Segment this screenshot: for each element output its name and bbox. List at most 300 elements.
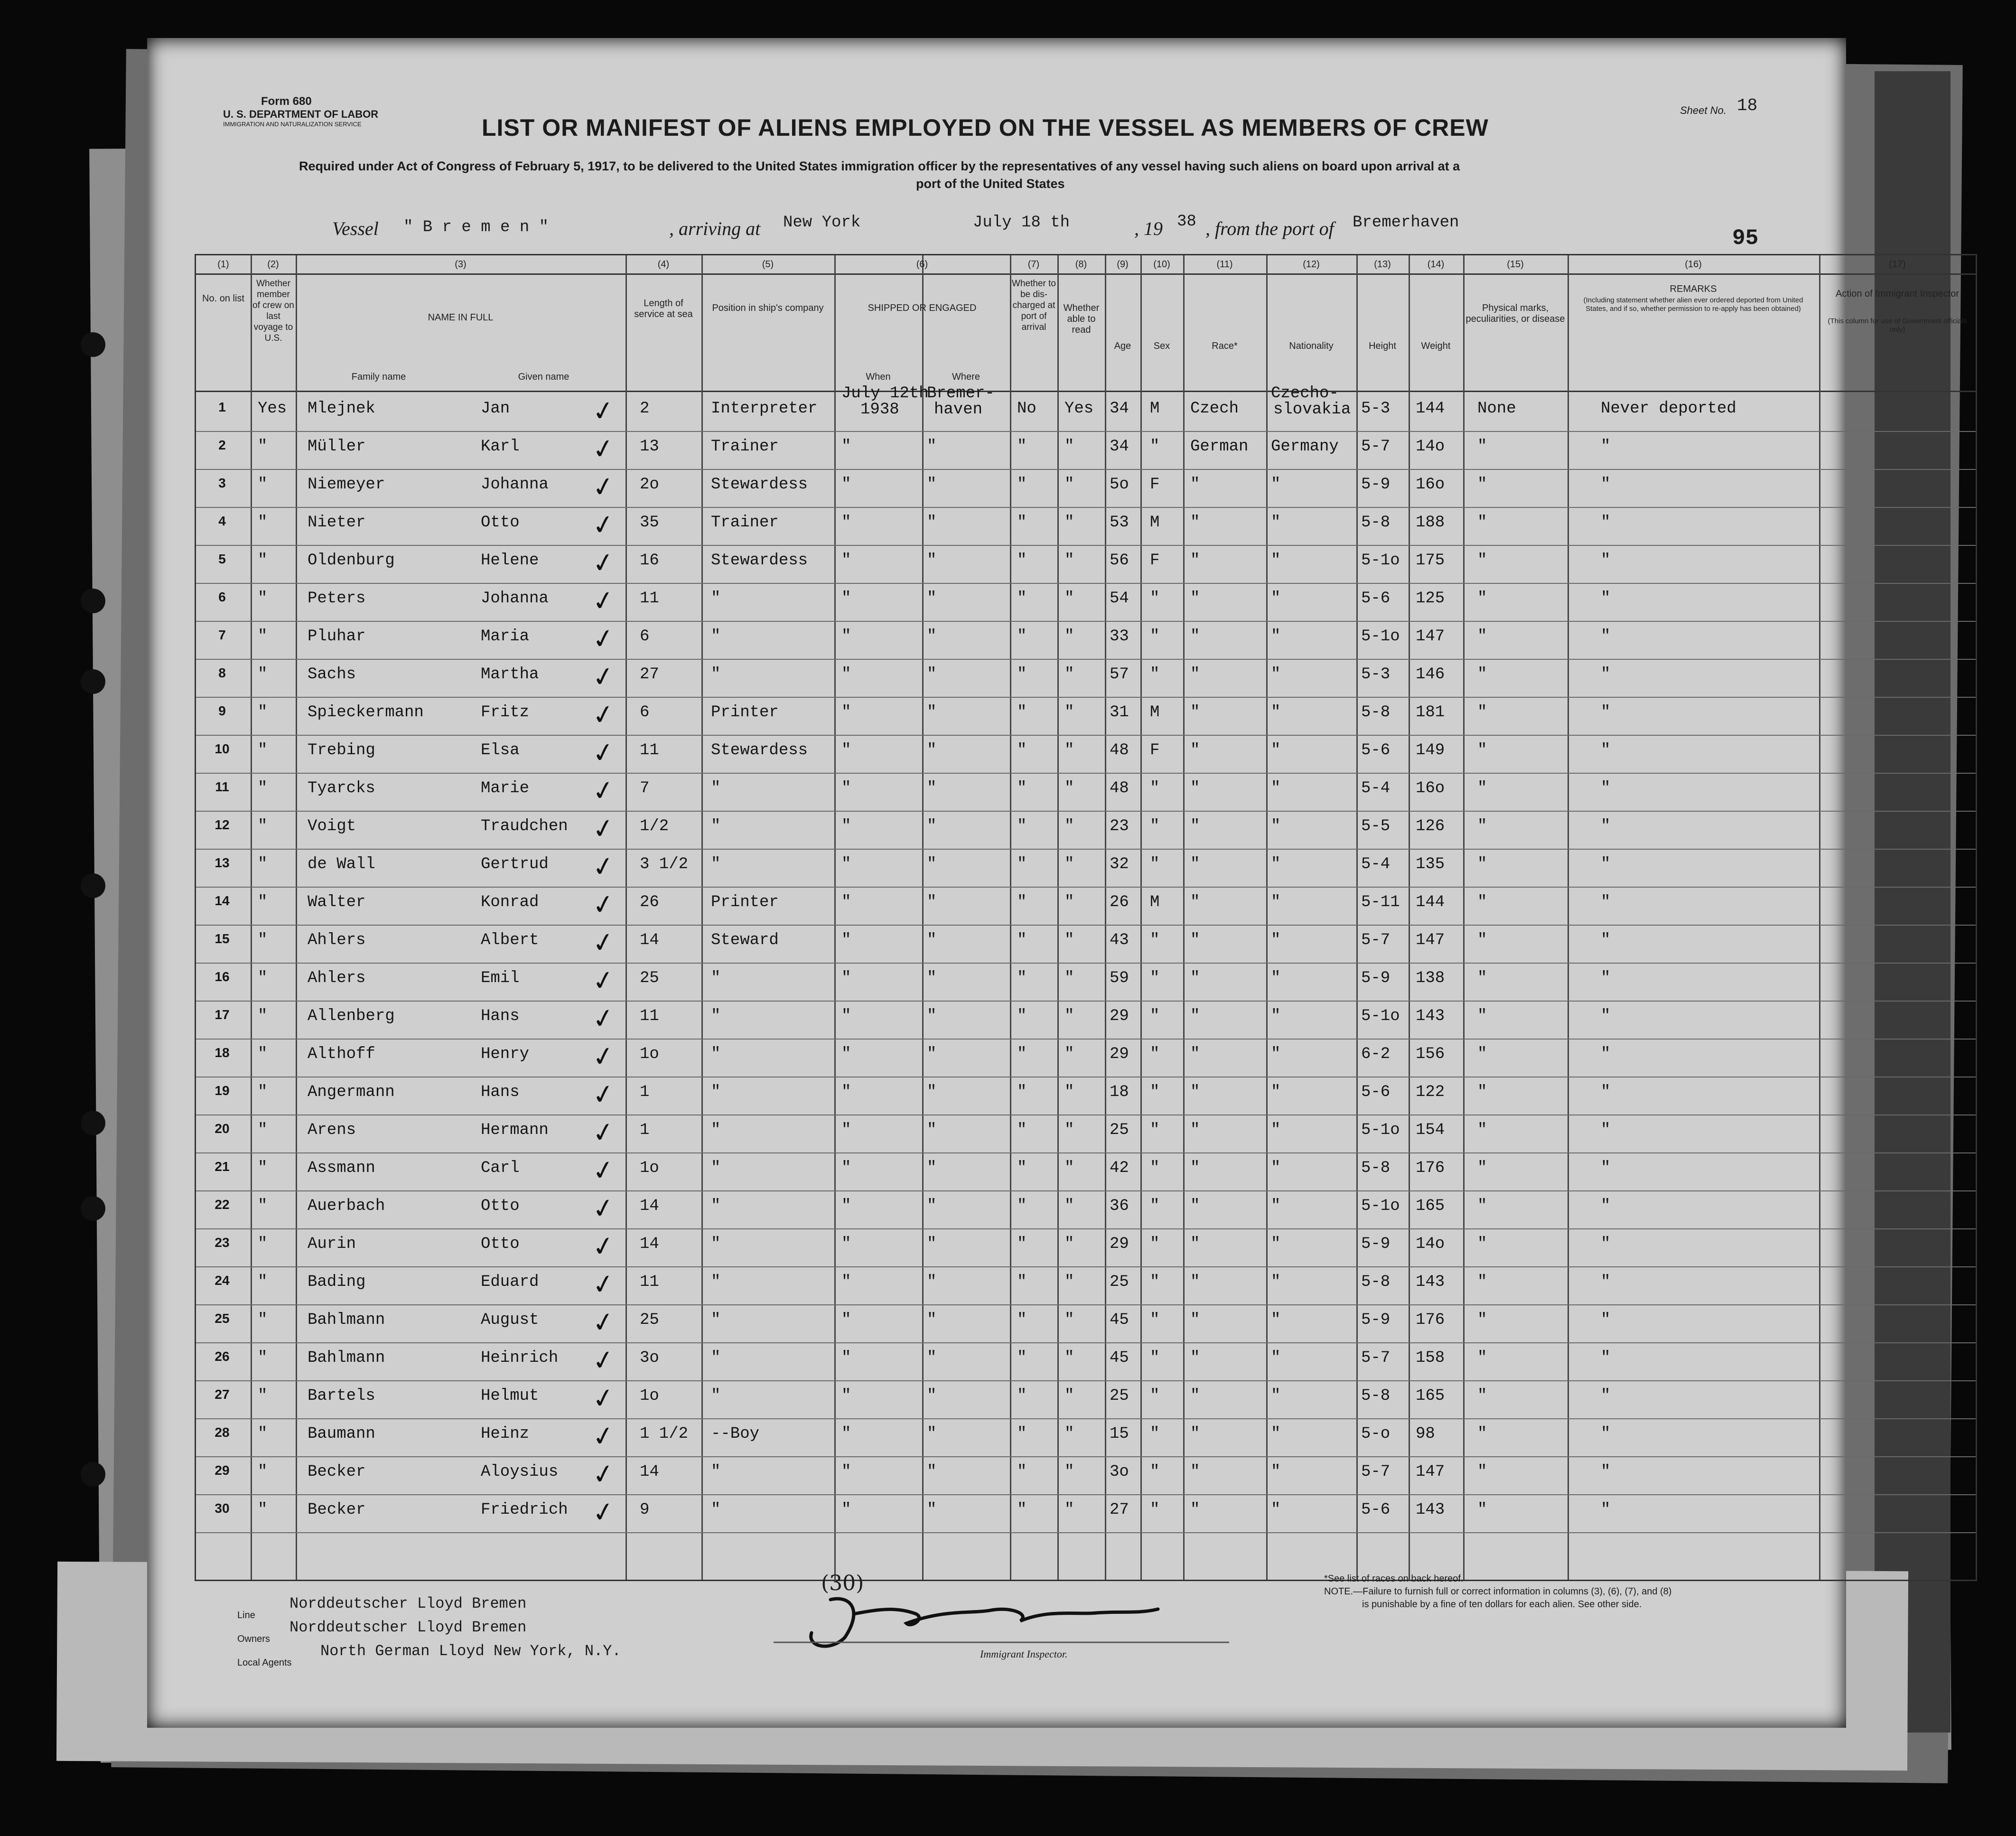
shipped-when: "	[841, 552, 851, 570]
table-row	[196, 583, 1976, 622]
check-mark-icon: ✓	[589, 964, 617, 998]
weight: 181	[1416, 703, 1445, 721]
discharged-status: "	[1017, 1083, 1027, 1101]
weight: 147	[1416, 628, 1445, 646]
given-name: Jan	[481, 400, 510, 418]
row-number: 28	[215, 1425, 230, 1440]
remarks: "	[1601, 1387, 1611, 1405]
nationality: "	[1271, 1311, 1281, 1329]
weight: 143	[1416, 1007, 1445, 1025]
shipped-where: "	[927, 665, 937, 684]
given-name: Albert	[481, 931, 539, 949]
position: Interpreter	[711, 400, 818, 418]
nationality: Germany	[1271, 438, 1339, 456]
table-row	[196, 1342, 1976, 1381]
age: 54	[1110, 590, 1129, 608]
inspector-label: Immigrant Inspector.	[980, 1648, 1068, 1660]
table-row	[196, 545, 1976, 584]
family-name: Mlejnek	[308, 400, 375, 418]
age: 36	[1110, 1197, 1129, 1215]
height: 5-7	[1361, 438, 1391, 456]
header-no-on-list: No. on list	[202, 293, 244, 304]
able-to-read: "	[1064, 1235, 1074, 1253]
able-to-read: "	[1064, 703, 1074, 721]
shipped-when: "	[841, 855, 851, 873]
weight: 14o	[1416, 438, 1445, 456]
able-to-read: "	[1064, 438, 1074, 456]
physical-marks: "	[1477, 1463, 1487, 1481]
remarks: "	[1601, 741, 1611, 759]
age: 59	[1110, 969, 1129, 987]
row-number: 13	[215, 855, 230, 870]
member-last-voyage: "	[258, 1387, 268, 1405]
height: 5-8	[1361, 1273, 1391, 1291]
position: "	[711, 1311, 721, 1329]
check-mark-icon: ✓	[589, 1457, 617, 1492]
given-name: Traudchen	[481, 817, 568, 835]
sex: "	[1150, 1463, 1160, 1481]
service-length: 6	[640, 703, 650, 721]
total-count: (30)	[821, 1571, 864, 1595]
shipped-where: "	[927, 628, 937, 646]
race: "	[1190, 1387, 1200, 1405]
remarks: "	[1601, 931, 1611, 949]
physical-marks: "	[1477, 552, 1487, 570]
age: 23	[1110, 817, 1129, 835]
able-to-read: "	[1064, 1083, 1074, 1101]
discharged-status: "	[1017, 1045, 1027, 1063]
service-length: 2o	[640, 476, 659, 494]
family-name: Auerbach	[308, 1197, 385, 1215]
check-mark-icon: ✓	[589, 1343, 617, 1378]
remarks: "	[1601, 438, 1611, 456]
nationality: "	[1271, 514, 1281, 532]
family-name: Tyarcks	[308, 779, 375, 797]
able-to-read: "	[1064, 1197, 1074, 1215]
member-last-voyage: "	[258, 1463, 268, 1481]
row-number: 29	[215, 1463, 230, 1478]
header-bottom-line	[196, 391, 1976, 392]
table-row	[196, 1380, 1976, 1419]
table-row	[196, 773, 1976, 812]
sex: "	[1150, 1349, 1160, 1367]
vessel-label: Vessel	[332, 218, 379, 239]
given-name: Otto	[481, 514, 520, 532]
physical-marks: "	[1477, 590, 1487, 608]
height: 5-3	[1361, 665, 1391, 684]
member-last-voyage: "	[258, 969, 268, 987]
height: 5-o	[1361, 1425, 1391, 1443]
check-mark-icon: ✓	[589, 774, 617, 808]
service-length: 1/2	[640, 817, 669, 835]
shipped-where: "	[927, 1159, 937, 1177]
remarks: "	[1601, 893, 1611, 911]
member-last-voyage: "	[258, 1235, 268, 1253]
race: Czech	[1190, 400, 1239, 418]
service-length: 16	[640, 552, 659, 570]
shipped-where: "	[927, 703, 937, 721]
remarks: "	[1601, 1159, 1611, 1177]
member-last-voyage: "	[258, 1045, 268, 1063]
discharged-status: "	[1017, 779, 1027, 797]
table-row	[196, 697, 1976, 736]
age: 25	[1110, 1121, 1129, 1139]
height: 5-8	[1361, 703, 1391, 721]
shipped-where: "	[927, 1197, 937, 1215]
header-where: Where	[952, 372, 980, 382]
shipped-where: "	[927, 817, 937, 835]
sex: F	[1150, 476, 1160, 494]
sex: F	[1150, 741, 1160, 759]
sex: "	[1150, 628, 1160, 646]
discharged-status: "	[1017, 476, 1027, 494]
age: 48	[1110, 779, 1129, 797]
height: 5-8	[1361, 1387, 1391, 1405]
age: 53	[1110, 514, 1129, 532]
discharged-status: "	[1017, 931, 1027, 949]
weight: 158	[1416, 1349, 1445, 1367]
shipped-where: "	[927, 1349, 937, 1367]
age: 25	[1110, 1273, 1129, 1291]
family-name: Angermann	[308, 1083, 395, 1101]
nationality: "	[1271, 893, 1281, 911]
race: "	[1190, 1273, 1200, 1291]
weight: 146	[1416, 665, 1445, 684]
sex: M	[1150, 514, 1160, 532]
service-length: 25	[640, 969, 659, 987]
table-row	[196, 1077, 1976, 1115]
age: 56	[1110, 552, 1129, 570]
service-length: 2	[640, 400, 650, 418]
check-mark-icon: ✓	[589, 546, 617, 581]
binder-hole	[81, 669, 105, 694]
position: Trainer	[711, 438, 779, 456]
family-name: Bading	[308, 1273, 366, 1291]
col-num-10: (10)	[1153, 259, 1170, 270]
position: Stewardess	[711, 552, 808, 570]
discharged-status: "	[1017, 628, 1027, 646]
nationality: "	[1271, 1007, 1281, 1025]
shipped-when: "	[841, 1387, 851, 1405]
member-last-voyage: "	[258, 893, 268, 911]
check-mark-icon: ✓	[589, 660, 617, 694]
position: "	[711, 1501, 721, 1519]
nationality: "	[1271, 855, 1281, 873]
family-name: Walter	[308, 893, 366, 911]
row-number: 22	[215, 1197, 230, 1212]
shipped-when: "	[841, 665, 851, 684]
family-name: Bahlmann	[308, 1311, 385, 1329]
race: "	[1190, 665, 1200, 684]
age: 15	[1110, 1425, 1129, 1443]
table-row	[196, 659, 1976, 698]
remarks: "	[1601, 855, 1611, 873]
shipped-where: "	[927, 1235, 937, 1253]
age: 43	[1110, 931, 1129, 949]
binder-hole	[81, 873, 105, 898]
physical-marks: "	[1477, 1349, 1487, 1367]
row-number: 14	[215, 893, 230, 908]
table-row	[196, 925, 1976, 964]
physical-marks: "	[1477, 665, 1487, 684]
check-mark-icon: ✓	[589, 1305, 617, 1340]
service-length: 6	[640, 628, 650, 646]
manifest-title: LIST OR MANIFEST OF ALIENS EMPLOYED ON THE VESSEL AS MEMBERS OF CREW	[482, 114, 1489, 141]
family-name: Müller	[308, 438, 366, 456]
position: "	[711, 817, 721, 835]
sex: "	[1150, 1235, 1160, 1253]
check-mark-icon: ✓	[589, 432, 617, 467]
age: 31	[1110, 703, 1129, 721]
member-last-voyage: "	[258, 741, 268, 759]
service-length: 3o	[640, 1349, 659, 1367]
race: "	[1190, 931, 1200, 949]
given-name: Hans	[481, 1083, 520, 1101]
age: 18	[1110, 1083, 1129, 1101]
position: "	[711, 1273, 721, 1291]
height: 5-8	[1361, 1159, 1391, 1177]
manifest-subtitle-2: port of the United States	[916, 177, 1065, 191]
race: "	[1190, 628, 1200, 646]
given-name: August	[481, 1311, 539, 1329]
table-row	[196, 1304, 1976, 1343]
discharged-status: "	[1017, 741, 1027, 759]
check-mark-icon: ✓	[589, 508, 617, 543]
service-length: 35	[640, 514, 659, 532]
race: "	[1190, 1501, 1200, 1519]
nationality: "	[1271, 969, 1281, 987]
shipping-line: Norddeutscher Lloyd Bremen	[289, 1595, 527, 1612]
member-last-voyage: "	[258, 855, 268, 873]
nationality: "	[1271, 1425, 1281, 1443]
discharged-status: "	[1017, 1197, 1027, 1215]
height: 5-9	[1361, 1311, 1391, 1329]
sex: "	[1150, 779, 1160, 797]
col-num-9: (9)	[1117, 259, 1129, 270]
shipped-where: "	[927, 1425, 937, 1443]
table-row	[196, 963, 1976, 1002]
race: "	[1190, 817, 1200, 835]
member-last-voyage: "	[258, 703, 268, 721]
height: 5-6	[1361, 590, 1391, 608]
header-given-name: Given name	[518, 372, 569, 382]
nationality: "	[1271, 1387, 1281, 1405]
discharged-status: "	[1017, 893, 1027, 911]
position: "	[711, 1387, 721, 1405]
given-name: Otto	[481, 1197, 520, 1215]
discharged-status: "	[1017, 438, 1027, 456]
check-mark-icon: ✓	[589, 622, 617, 656]
family-name: Niemeyer	[308, 476, 385, 494]
height: 5-9	[1361, 1235, 1391, 1253]
position: --Boy	[711, 1425, 760, 1443]
member-last-voyage: "	[258, 1121, 268, 1139]
position: "	[711, 1045, 721, 1063]
shipped-when: "	[841, 931, 851, 949]
check-mark-icon: ✓	[589, 736, 617, 770]
given-name: Fritz	[481, 703, 530, 721]
col-num-6: (6)	[916, 259, 928, 270]
footnote-fine: is punishable by a fine of ten dollars for each alien. See other side.	[1362, 1599, 1642, 1610]
shipped-where: "	[927, 931, 937, 949]
binder-hole	[81, 1462, 105, 1487]
weight: 154	[1416, 1121, 1445, 1139]
check-mark-icon: ✓	[589, 1153, 617, 1188]
shipped-where: "	[927, 1007, 937, 1025]
check-mark-icon: ✓	[589, 926, 617, 960]
service-length: 1 1/2	[640, 1425, 689, 1443]
table-row	[196, 1266, 1976, 1305]
discharged-status: "	[1017, 665, 1027, 684]
physical-marks: "	[1477, 1387, 1487, 1405]
header-name-in-full: NAME IN FULL	[428, 312, 494, 323]
department: U. S. DEPARTMENT OF LABOR	[223, 108, 379, 120]
shipped-when: "	[841, 438, 851, 456]
service-length: 25	[640, 1311, 659, 1329]
shipped-where: "	[927, 1311, 937, 1329]
age: 5o	[1110, 476, 1129, 494]
position: Stewardess	[711, 476, 808, 494]
physical-marks: "	[1477, 703, 1487, 721]
physical-marks: "	[1477, 969, 1487, 987]
weight: 138	[1416, 969, 1445, 987]
member-last-voyage: "	[258, 552, 268, 570]
race: "	[1190, 552, 1200, 570]
table-row	[196, 735, 1976, 774]
shipped-where: "	[927, 1387, 937, 1405]
member-last-voyage: "	[258, 1349, 268, 1367]
discharged-status: "	[1017, 590, 1027, 608]
shipped-when: "	[841, 1083, 851, 1101]
given-name: Hermann	[481, 1121, 549, 1139]
shipped-where: "	[927, 969, 937, 987]
weight: 122	[1416, 1083, 1445, 1101]
remarks: "	[1601, 665, 1611, 684]
height: 5-1o	[1361, 552, 1400, 570]
remarks: "	[1601, 1045, 1611, 1063]
shipped-where: "	[927, 855, 937, 873]
weight: 156	[1416, 1045, 1445, 1063]
shipped-when: "	[841, 969, 851, 987]
family-name: Baumann	[308, 1425, 375, 1443]
weight: 176	[1416, 1159, 1445, 1177]
able-to-read: "	[1064, 931, 1074, 949]
remarks: "	[1601, 514, 1611, 532]
service-length: 27	[640, 665, 659, 684]
manifest-sheet	[147, 38, 1967, 1728]
member-last-voyage: "	[258, 1425, 268, 1443]
physical-marks: "	[1477, 1007, 1487, 1025]
col-num-3: (3)	[455, 259, 467, 270]
arrival-year: 38	[1177, 213, 1196, 231]
age: 42	[1110, 1159, 1129, 1177]
header-member-last-voyage: Whether member of crew on last voyage to U.S.	[252, 279, 294, 343]
shipped-when: "	[841, 590, 851, 608]
able-to-read: "	[1064, 1007, 1074, 1025]
nationality: "	[1271, 1349, 1281, 1367]
nationality: "	[1271, 1121, 1281, 1139]
col-num-1: (1)	[217, 259, 229, 270]
race: "	[1190, 1159, 1200, 1177]
service-name: IMMIGRATION AND NATURALIZATION SERVICE	[223, 121, 362, 128]
departure-port: Bremerhaven	[1353, 214, 1459, 232]
header-age: Age	[1114, 341, 1131, 351]
service-length: 14	[640, 1235, 659, 1253]
check-mark-icon: ✓	[589, 1495, 617, 1530]
family-name: Ahlers	[308, 969, 366, 987]
given-name: Johanna	[481, 590, 549, 608]
physical-marks: "	[1477, 1121, 1487, 1139]
remarks: "	[1601, 1235, 1611, 1253]
nationality: "	[1271, 1501, 1281, 1519]
weight: 14o	[1416, 1235, 1445, 1253]
member-last-voyage: "	[258, 1083, 268, 1101]
service-length: 14	[640, 1197, 659, 1215]
discharged-status: "	[1017, 1007, 1027, 1025]
physical-marks: "	[1477, 1083, 1487, 1101]
check-mark-icon: ✓	[589, 888, 617, 922]
service-length: 11	[640, 590, 659, 608]
service-length: 26	[640, 893, 659, 911]
shipped-when: "	[841, 1463, 851, 1481]
family-name: Arens	[308, 1121, 356, 1139]
able-to-read: "	[1064, 855, 1074, 873]
race: "	[1190, 1045, 1200, 1063]
col-num-17: (17)	[1889, 259, 1906, 270]
service-length: 1o	[640, 1387, 659, 1405]
col-num-15: (15)	[1507, 259, 1524, 270]
height: 5-4	[1361, 779, 1391, 797]
sex: "	[1150, 665, 1160, 684]
nationality: "	[1271, 1045, 1281, 1063]
able-to-read: "	[1064, 1045, 1074, 1063]
given-name: Emil	[481, 969, 520, 987]
sex: "	[1150, 1425, 1160, 1443]
family-name: Becker	[308, 1501, 366, 1519]
position: Stewardess	[711, 741, 808, 759]
able-to-read: "	[1064, 1273, 1074, 1291]
given-name: Karl	[481, 438, 520, 456]
discharged-status: "	[1017, 1273, 1027, 1291]
nationality: "	[1271, 552, 1281, 570]
col-num-14: (14)	[1427, 259, 1445, 270]
check-mark-icon: ✓	[589, 812, 617, 846]
arrival-date: July 18 th	[973, 214, 1070, 232]
physical-marks: "	[1477, 1425, 1487, 1443]
header-remarks: REMARKS	[1670, 284, 1717, 294]
race: "	[1190, 514, 1200, 532]
binder-hole	[81, 589, 105, 613]
able-to-read: "	[1064, 590, 1074, 608]
given-name: Maria	[481, 628, 530, 646]
check-mark-icon: ✓	[589, 850, 617, 884]
height: 5-9	[1361, 969, 1391, 987]
sex: F	[1150, 552, 1160, 570]
weight: 175	[1416, 552, 1445, 570]
given-name: Johanna	[481, 476, 549, 494]
nationality: "	[1271, 476, 1281, 494]
given-name: Heinz	[481, 1425, 530, 1443]
height: 5-9	[1361, 476, 1391, 494]
row-number: 1	[218, 400, 226, 414]
vessel-name: " B r e m e n "	[403, 218, 549, 236]
member-last-voyage: "	[258, 590, 268, 608]
table-row	[196, 1039, 1976, 1077]
remarks: "	[1601, 1425, 1611, 1443]
check-mark-icon: ✓	[589, 1381, 617, 1416]
position: "	[711, 969, 721, 987]
race: German	[1190, 438, 1249, 456]
